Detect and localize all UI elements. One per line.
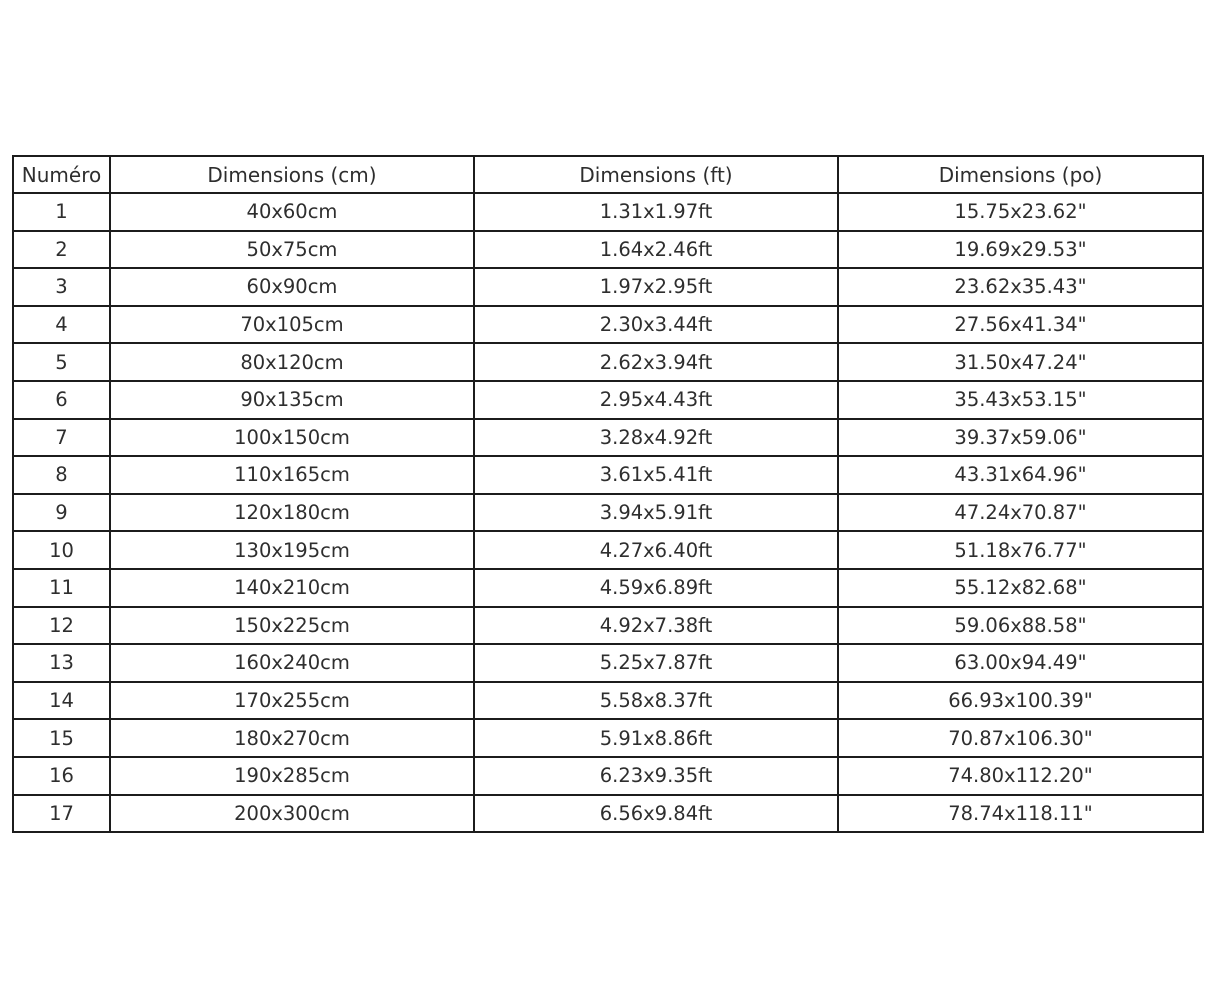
cell-numero: 10 (13, 531, 110, 569)
cell-numero: 8 (13, 456, 110, 494)
cell-dimensions-cm: 70x105cm (110, 306, 474, 344)
cell-dimensions-ft: 5.91x8.86ft (474, 719, 838, 757)
cell-dimensions-ft: 2.30x3.44ft (474, 306, 838, 344)
cell-dimensions-cm: 110x165cm (110, 456, 474, 494)
cell-dimensions-cm: 170x255cm (110, 682, 474, 720)
cell-dimensions-po: 31.50x47.24" (838, 343, 1203, 381)
table-row (13, 757, 1203, 795)
cell-numero: 2 (13, 231, 110, 269)
cell-dimensions-cm: 100x150cm (110, 419, 474, 457)
table-row (13, 381, 1203, 419)
cell-numero: 15 (13, 719, 110, 757)
table-row (13, 795, 1203, 833)
header-row (13, 156, 1203, 193)
table-row (13, 306, 1203, 344)
cell-dimensions-ft: 6.56x9.84ft (474, 795, 838, 833)
cell-dimensions-po: 19.69x29.53" (838, 231, 1203, 269)
cell-numero: 13 (13, 644, 110, 682)
dimensions-conversion-table (12, 155, 1204, 833)
cell-dimensions-po: 63.00x94.49" (838, 644, 1203, 682)
cell-dimensions-po: 66.93x100.39" (838, 682, 1203, 720)
cell-dimensions-po: 78.74x118.11" (838, 795, 1203, 833)
cell-dimensions-ft: 4.92x7.38ft (474, 607, 838, 645)
cell-dimensions-po: 74.80x112.20" (838, 757, 1203, 795)
table-row (13, 607, 1203, 645)
cell-dimensions-po: 55.12x82.68" (838, 569, 1203, 607)
cell-numero: 4 (13, 306, 110, 344)
cell-numero: 17 (13, 795, 110, 833)
cell-dimensions-cm: 160x240cm (110, 644, 474, 682)
cell-dimensions-cm: 60x90cm (110, 268, 474, 306)
cell-dimensions-ft: 3.94x5.91ft (474, 494, 838, 532)
cell-numero: 6 (13, 381, 110, 419)
cell-dimensions-cm: 150x225cm (110, 607, 474, 645)
table-row (13, 494, 1203, 532)
cell-dimensions-po: 51.18x76.77" (838, 531, 1203, 569)
cell-dimensions-po: 43.31x64.96" (838, 456, 1203, 494)
cell-dimensions-po: 39.37x59.06" (838, 419, 1203, 457)
cell-dimensions-ft: 2.62x3.94ft (474, 343, 838, 381)
table-row (13, 193, 1203, 231)
table-row (13, 343, 1203, 381)
cell-numero: 1 (13, 193, 110, 231)
cell-numero: 14 (13, 682, 110, 720)
cell-dimensions-cm: 50x75cm (110, 231, 474, 269)
cell-dimensions-cm: 80x120cm (110, 343, 474, 381)
table-row (13, 682, 1203, 720)
table-row (13, 268, 1203, 306)
cell-dimensions-cm: 140x210cm (110, 569, 474, 607)
cell-dimensions-cm: 180x270cm (110, 719, 474, 757)
table-row (13, 719, 1203, 757)
cell-dimensions-po: 59.06x88.58" (838, 607, 1203, 645)
cell-numero: 12 (13, 607, 110, 645)
cell-numero: 16 (13, 757, 110, 795)
cell-dimensions-po: 23.62x35.43" (838, 268, 1203, 306)
cell-dimensions-ft: 1.97x2.95ft (474, 268, 838, 306)
cell-dimensions-ft: 6.23x9.35ft (474, 757, 838, 795)
cell-dimensions-ft: 1.31x1.97ft (474, 193, 838, 231)
cell-dimensions-ft: 1.64x2.46ft (474, 231, 838, 269)
table-row (13, 569, 1203, 607)
cell-numero: 11 (13, 569, 110, 607)
cell-dimensions-po: 70.87x106.30" (838, 719, 1203, 757)
cell-dimensions-ft: 3.61x5.41ft (474, 456, 838, 494)
cell-dimensions-ft: 4.27x6.40ft (474, 531, 838, 569)
table-row (13, 456, 1203, 494)
cell-dimensions-po: 15.75x23.62" (838, 193, 1203, 231)
cell-numero: 7 (13, 419, 110, 457)
table-row (13, 531, 1203, 569)
cell-dimensions-cm: 120x180cm (110, 494, 474, 532)
cell-numero: 3 (13, 268, 110, 306)
table-row (13, 419, 1203, 457)
cell-numero: 9 (13, 494, 110, 532)
cell-dimensions-ft: 5.58x8.37ft (474, 682, 838, 720)
column-header-dimensions-po: Dimensions (po) (838, 156, 1203, 193)
cell-dimensions-cm: 190x285cm (110, 757, 474, 795)
table-row (13, 231, 1203, 269)
column-header-dimensions-cm: Dimensions (cm) (110, 156, 474, 193)
cell-dimensions-cm: 90x135cm (110, 381, 474, 419)
cell-dimensions-po: 47.24x70.87" (838, 494, 1203, 532)
cell-dimensions-cm: 200x300cm (110, 795, 474, 833)
cell-dimensions-po: 27.56x41.34" (838, 306, 1203, 344)
table-row (13, 644, 1203, 682)
column-header-numero: Numéro (13, 156, 110, 193)
cell-numero: 5 (13, 343, 110, 381)
cell-dimensions-po: 35.43x53.15" (838, 381, 1203, 419)
cell-dimensions-ft: 4.59x6.89ft (474, 569, 838, 607)
cell-dimensions-cm: 130x195cm (110, 531, 474, 569)
cell-dimensions-ft: 3.28x4.92ft (474, 419, 838, 457)
cell-dimensions-ft: 5.25x7.87ft (474, 644, 838, 682)
column-header-dimensions-ft: Dimensions (ft) (474, 156, 838, 193)
cell-dimensions-ft: 2.95x4.43ft (474, 381, 838, 419)
cell-dimensions-cm: 40x60cm (110, 193, 474, 231)
